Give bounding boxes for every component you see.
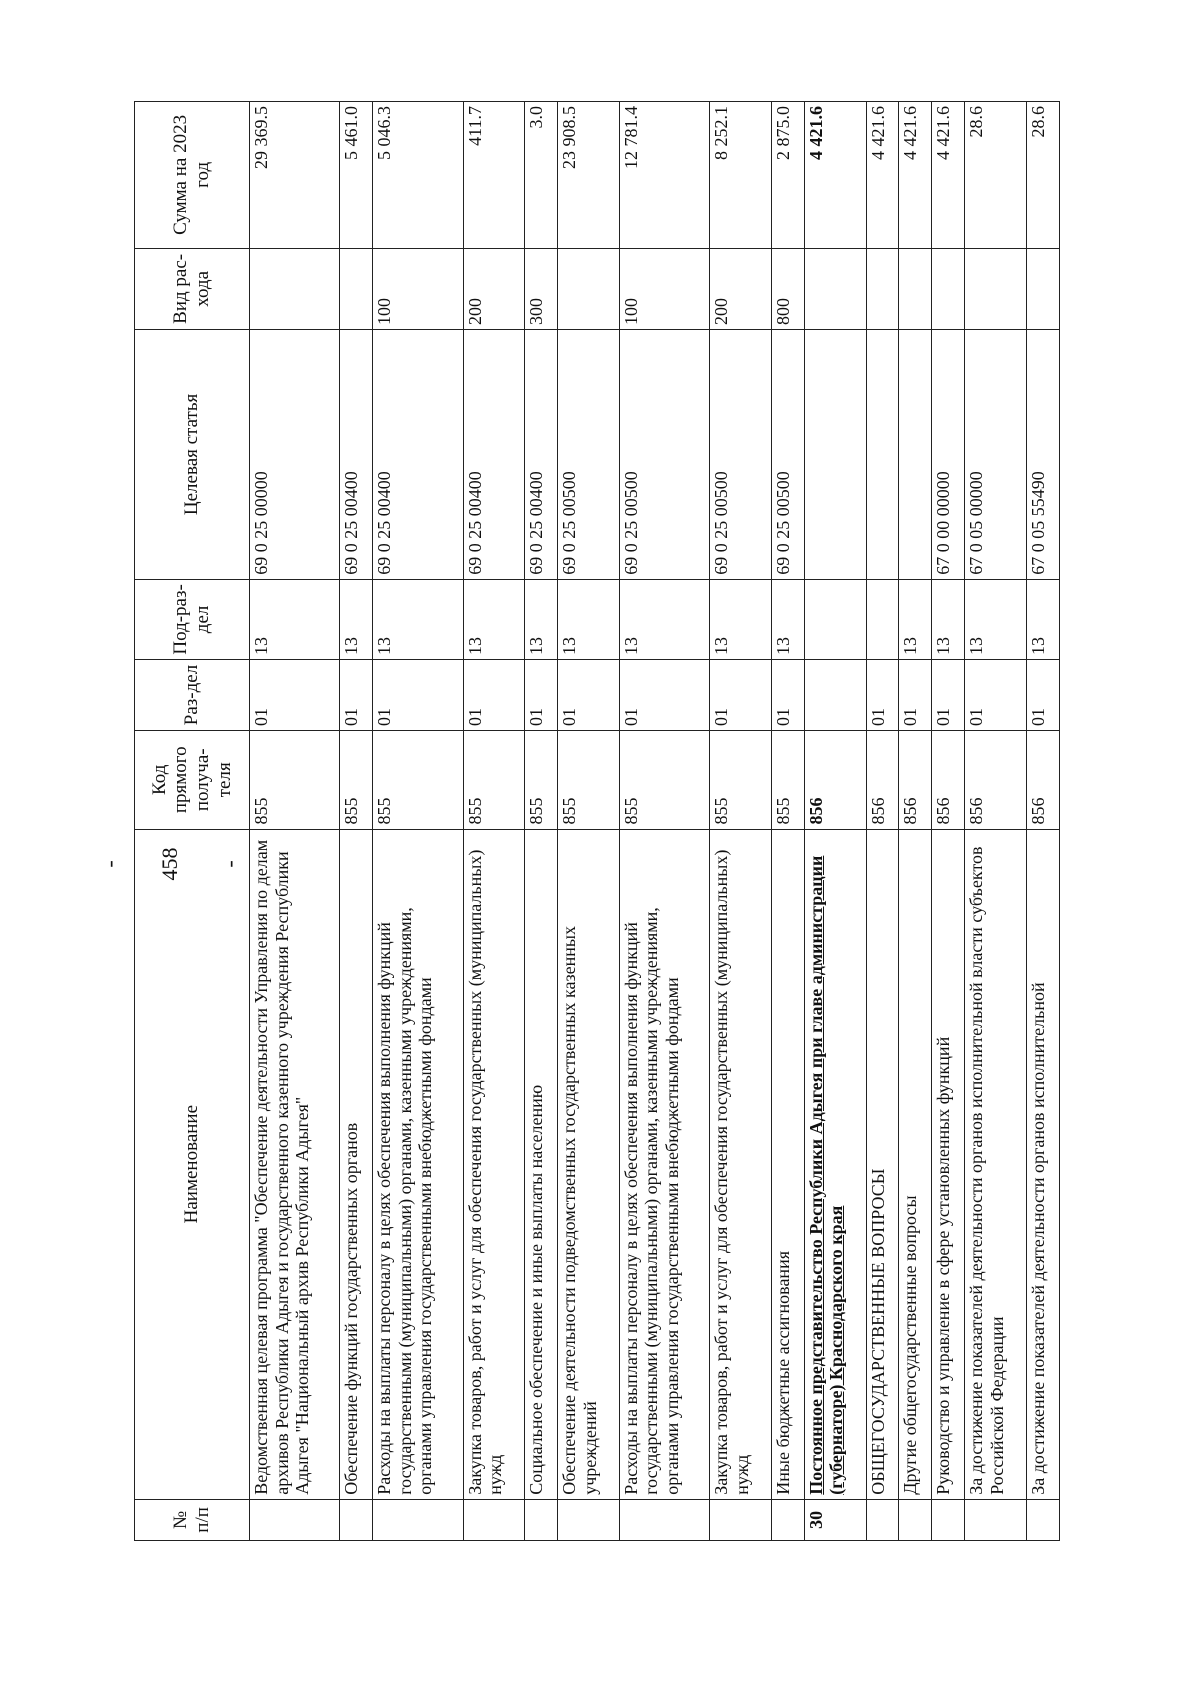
table-row xyxy=(710,102,772,1541)
row-amount: 8 252.1 xyxy=(710,102,772,249)
row-subsection: 13 xyxy=(771,579,804,659)
row-type: 300 xyxy=(525,248,558,329)
row-subsection: 13 xyxy=(710,579,772,659)
row-section: 01 xyxy=(340,659,373,730)
header-name: Наименование xyxy=(135,829,250,1499)
row-number xyxy=(558,1499,620,1540)
row-type xyxy=(899,248,932,329)
row-subsection: 13 xyxy=(463,579,525,659)
header-target: Целевая статья xyxy=(135,330,250,580)
header-subsection: Под-раз-дел xyxy=(135,579,250,659)
row-amount: 411.7 xyxy=(463,102,525,249)
table-row xyxy=(373,102,463,1541)
table-row xyxy=(965,102,1027,1541)
row-target: 69 0 25 00400 xyxy=(525,330,558,580)
table-row xyxy=(1026,102,1059,1541)
row-target: 69 0 25 00500 xyxy=(710,330,772,580)
row-code: 855 xyxy=(619,731,709,830)
row-number xyxy=(373,1499,463,1540)
row-number xyxy=(619,1499,709,1540)
row-section: 01 xyxy=(619,659,709,730)
row-number xyxy=(463,1499,525,1540)
row-amount: 4 421.6 xyxy=(804,102,866,249)
row-name: Социальное обеспечение и иные выплаты населению xyxy=(525,829,558,1499)
row-name: Закупка товаров, работ и услуг для обеспечения государственных (муниципальных) нужд xyxy=(463,829,525,1499)
row-number xyxy=(710,1499,772,1540)
row-name: Обеспечение функций государственных органов xyxy=(340,829,373,1499)
row-type xyxy=(932,248,965,329)
table-body xyxy=(250,102,1060,1541)
row-amount: 28.6 xyxy=(1026,102,1059,249)
row-target: 69 0 25 00500 xyxy=(558,330,620,580)
row-type xyxy=(866,248,899,329)
rotated-table-container xyxy=(134,101,1060,1541)
row-number: 30 xyxy=(804,1499,866,1540)
row-number xyxy=(525,1499,558,1540)
row-code: 856 xyxy=(804,731,866,830)
row-number xyxy=(932,1499,965,1540)
row-code: 856 xyxy=(1026,731,1059,830)
row-section: 01 xyxy=(1026,659,1059,730)
row-section: 01 xyxy=(710,659,772,730)
row-target: 67 0 05 55490 xyxy=(1026,330,1059,580)
row-number xyxy=(250,1499,340,1540)
row-name: ОБЩЕГОСУДАРСТВЕННЫЕ ВОПРОСЫ xyxy=(866,829,899,1499)
row-type: 800 xyxy=(771,248,804,329)
row-target: 69 0 25 00400 xyxy=(340,330,373,580)
row-subsection: 13 xyxy=(373,579,463,659)
row-section: 01 xyxy=(250,659,340,730)
row-name: Обеспечение деятельности подведомственных государственных казенных учреждений xyxy=(558,829,620,1499)
row-target xyxy=(866,330,899,580)
row-name: Постоянное представительство Республики Адыгея при главе администрации (губернаторе) Краснодарского края xyxy=(804,829,866,1499)
row-type xyxy=(558,248,620,329)
row-name: За достижение показателей деятельности органов исполнительной власти субъектов Российской Федерации xyxy=(965,829,1027,1499)
row-section: 01 xyxy=(525,659,558,730)
row-target: 69 0 25 00400 xyxy=(463,330,525,580)
row-code: 855 xyxy=(558,731,620,830)
row-number xyxy=(899,1499,932,1540)
row-amount: 4 421.6 xyxy=(866,102,899,249)
row-section: 01 xyxy=(866,659,899,730)
table-row xyxy=(899,102,932,1541)
row-amount: 5 461.0 xyxy=(340,102,373,249)
row-subsection xyxy=(804,579,866,659)
row-code: 856 xyxy=(932,731,965,830)
row-name: Расходы на выплаты персоналу в целях обеспечения выполнения функций государственными (муниципальными) органами, казенными учреждениями, органами управления государственными внебюджетными фондами xyxy=(373,829,463,1499)
row-type: 200 xyxy=(710,248,772,329)
row-target: 69 0 25 00400 xyxy=(373,330,463,580)
row-subsection: 13 xyxy=(340,579,373,659)
row-code: 855 xyxy=(463,731,525,830)
row-name: За достижение показателей деятельности органов исполнительной xyxy=(1026,829,1059,1499)
row-type: 200 xyxy=(463,248,525,329)
row-target: 69 0 25 00000 xyxy=(250,330,340,580)
row-section: 01 xyxy=(558,659,620,730)
row-name: Закупка товаров, работ и услуг для обеспечения государственных (муниципальных) нужд xyxy=(710,829,772,1499)
row-subsection: 13 xyxy=(965,579,1027,659)
row-code: 855 xyxy=(771,731,804,830)
row-target xyxy=(899,330,932,580)
row-subsection: 13 xyxy=(558,579,620,659)
table-row xyxy=(619,102,709,1541)
row-section xyxy=(804,659,866,730)
table-row xyxy=(250,102,340,1541)
row-name: Расходы на выплаты персоналу в целях обеспечения выполнения функций государственными (муниципальными) органами, казенными учреждениями, органами управления государственными внебюджетными фондами xyxy=(619,829,709,1499)
row-amount: 2 875.0 xyxy=(771,102,804,249)
row-section: 01 xyxy=(899,659,932,730)
table-row xyxy=(804,102,866,1541)
row-number xyxy=(771,1499,804,1540)
row-amount: 4 421.6 xyxy=(932,102,965,249)
row-type xyxy=(804,248,866,329)
row-amount: 28.6 xyxy=(965,102,1027,249)
row-subsection: 13 xyxy=(932,579,965,659)
row-code: 855 xyxy=(710,731,772,830)
row-amount: 29 369.5 xyxy=(250,102,340,249)
header-amount: Сумма на 2023 год xyxy=(135,102,250,249)
table-row xyxy=(525,102,558,1541)
table-row xyxy=(340,102,373,1541)
row-amount: 12 781.4 xyxy=(619,102,709,249)
table-header-row xyxy=(135,102,250,1541)
row-target: 67 0 05 00000 xyxy=(965,330,1027,580)
table-row xyxy=(866,102,899,1541)
header-no: № п/п xyxy=(135,1499,250,1540)
row-subsection: 13 xyxy=(899,579,932,659)
row-code: 855 xyxy=(250,731,340,830)
row-number xyxy=(340,1499,373,1540)
row-code: 856 xyxy=(965,731,1027,830)
row-section: 01 xyxy=(771,659,804,730)
row-type: 100 xyxy=(373,248,463,329)
row-name: Ведомственная целевая программа "Обеспечение деятельности Управления по делам архивов Республики Адыгея и государственного казенного учреждения Республики Адыгея "Национальный архив Республики Адыгея" xyxy=(250,829,340,1499)
row-type: 100 xyxy=(619,248,709,329)
row-code: 855 xyxy=(340,731,373,830)
row-amount: 3.0 xyxy=(525,102,558,249)
row-type xyxy=(250,248,340,329)
row-subsection: 13 xyxy=(619,579,709,659)
row-code: 855 xyxy=(373,731,463,830)
page-number: - 458 - xyxy=(97,847,242,881)
row-subsection xyxy=(866,579,899,659)
table-row xyxy=(771,102,804,1541)
row-number xyxy=(965,1499,1027,1540)
row-target xyxy=(804,330,866,580)
row-subsection: 13 xyxy=(250,579,340,659)
row-name: Иные бюджетные ассигнования xyxy=(771,829,804,1499)
budget-table xyxy=(134,101,1060,1541)
row-amount: 4 421.6 xyxy=(899,102,932,249)
table-row xyxy=(932,102,965,1541)
row-number xyxy=(866,1499,899,1540)
row-type xyxy=(340,248,373,329)
row-amount: 5 046.3 xyxy=(373,102,463,249)
row-code: 856 xyxy=(899,731,932,830)
row-section: 01 xyxy=(463,659,525,730)
row-type xyxy=(965,248,1027,329)
row-section: 01 xyxy=(932,659,965,730)
row-section: 01 xyxy=(373,659,463,730)
row-code: 855 xyxy=(525,731,558,830)
row-subsection: 13 xyxy=(1026,579,1059,659)
row-name: Другие общегосударственные вопросы xyxy=(899,829,932,1499)
table-row xyxy=(558,102,620,1541)
row-subsection: 13 xyxy=(525,579,558,659)
row-type xyxy=(1026,248,1059,329)
row-code: 856 xyxy=(866,731,899,830)
row-section: 01 xyxy=(965,659,1027,730)
row-number xyxy=(1026,1499,1059,1540)
row-target: 67 0 00 00000 xyxy=(932,330,965,580)
row-target: 69 0 25 00500 xyxy=(619,330,709,580)
row-target: 69 0 25 00500 xyxy=(771,330,804,580)
header-type: Вид рас-хода xyxy=(135,248,250,329)
header-section: Раз-дел xyxy=(135,659,250,730)
row-name: Руководство и управление в сфере установленных функций xyxy=(932,829,965,1499)
header-code: Код прямого получа-теля xyxy=(135,731,250,830)
row-amount: 23 908.5 xyxy=(558,102,620,249)
table-row xyxy=(463,102,525,1541)
